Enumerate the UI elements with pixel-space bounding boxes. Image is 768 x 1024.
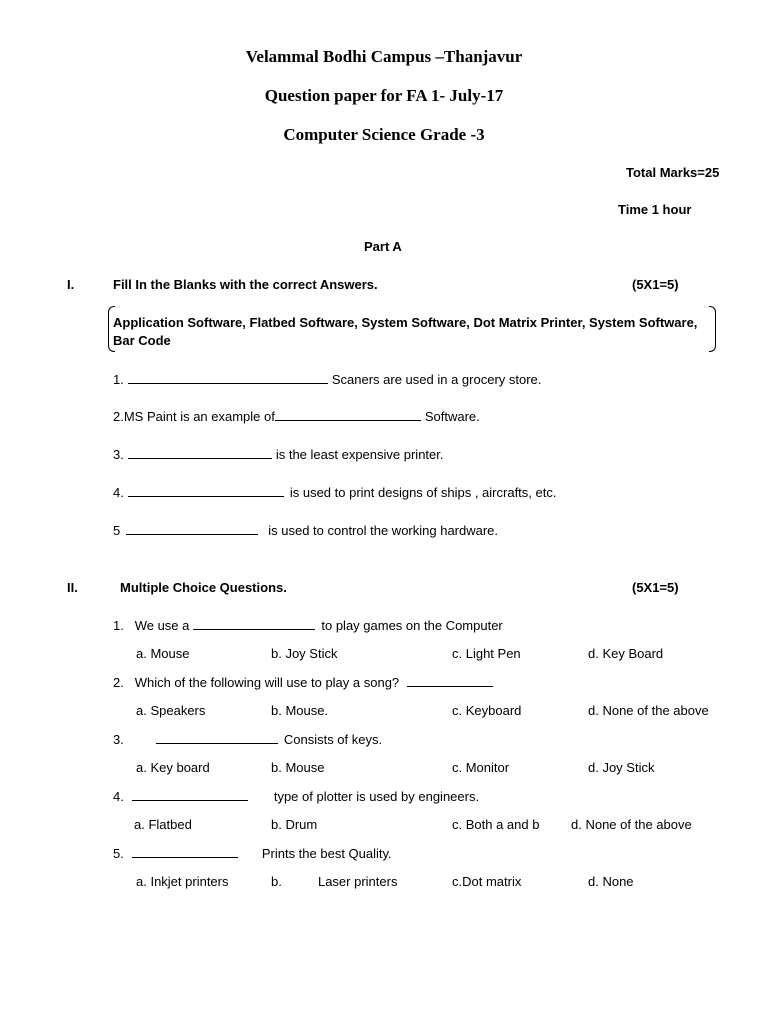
section-1-title: Fill In the Blanks with the correct Answers.	[113, 277, 378, 292]
mcq-question-4: 4. type of plotter is used by engineers.	[113, 789, 480, 804]
mcq-question-2: 2. Which of the following will use to play a song?	[113, 675, 497, 690]
option-a[interactable]: a. Speakers	[136, 703, 206, 718]
mcq-question-1: 1. We use a to play games on the Computer	[113, 618, 503, 633]
answer-blank[interactable]	[128, 495, 284, 497]
school-name: Velammal Bodhi Campus –Thanjavur	[245, 47, 523, 66]
answer-blank[interactable]	[128, 382, 328, 384]
section-2-title: Multiple Choice Questions.	[120, 580, 287, 595]
mcq-question-5: 5. Prints the best Quality.	[113, 846, 392, 861]
option-b[interactable]: b. Drum	[271, 817, 318, 832]
fill-blank-3: 3. is the least expensive printer.	[113, 447, 444, 462]
answer-blank[interactable]	[132, 856, 238, 858]
option-d[interactable]: d. None of the above	[588, 703, 709, 718]
section-2-marks: (5X1=5)	[632, 580, 679, 595]
option-d[interactable]: d. Key Board	[588, 646, 664, 661]
option-c[interactable]: c. Both a and b	[452, 817, 540, 832]
option-a[interactable]: a. Key board	[136, 760, 210, 775]
answer-blank[interactable]	[126, 533, 258, 535]
option-d[interactable]: d. Joy Stick	[588, 760, 655, 775]
option-c[interactable]: c.Dot matrix	[452, 874, 522, 889]
section-1-marks: (5X1=5)	[632, 277, 679, 292]
paper-title: Question paper for FA 1- July-17	[264, 86, 504, 105]
answer-blank[interactable]	[193, 628, 315, 630]
answer-blank[interactable]	[128, 457, 272, 459]
option-b[interactable]: b. Mouse	[271, 760, 325, 775]
time-allowed: Time 1 hour	[618, 202, 692, 217]
fill-blank-2: 2.MS Paint is an example of Software.	[113, 409, 480, 424]
option-d[interactable]: d. None of the above	[571, 817, 692, 832]
answer-blank[interactable]	[132, 799, 248, 801]
option-a[interactable]: a. Flatbed	[134, 817, 192, 832]
mcq-question-3: 3. Consists of keys.	[113, 732, 383, 747]
answer-blank[interactable]	[275, 419, 421, 421]
section-1-number: I.	[67, 277, 75, 292]
option-c[interactable]: c. Light Pen	[452, 646, 521, 661]
answer-blank[interactable]	[156, 742, 278, 744]
option-c[interactable]: c. Keyboard	[452, 703, 522, 718]
subject-title: Computer Science Grade -3	[283, 125, 485, 144]
fill-blank-1: 1. Scaners are used in a grocery store.	[113, 372, 542, 387]
section-2-number: II.	[67, 580, 78, 595]
fill-blank-5: 5 is used to control the working hardware.	[113, 523, 499, 538]
answer-blank[interactable]	[407, 685, 493, 687]
fill-blank-4: 4. is used to print designs of ships , aircrafts, etc.	[113, 485, 557, 500]
option-b[interactable]: b. Mouse.	[271, 703, 329, 718]
option-c[interactable]: c. Monitor	[452, 760, 510, 775]
option-a[interactable]: a. Inkjet printers	[136, 874, 229, 889]
option-b[interactable]: b. Laser printers	[271, 874, 398, 889]
part-label: Part A	[364, 239, 402, 254]
option-d[interactable]: d. None	[588, 874, 634, 889]
total-marks: Total Marks=25	[626, 165, 720, 180]
word-bank: Application Software, Flatbed Software, System Software, Dot Matrix Printer, System Software, Bar Code	[113, 315, 698, 348]
option-b[interactable]: b. Joy Stick	[271, 646, 338, 661]
option-a[interactable]: a. Mouse	[136, 646, 190, 661]
